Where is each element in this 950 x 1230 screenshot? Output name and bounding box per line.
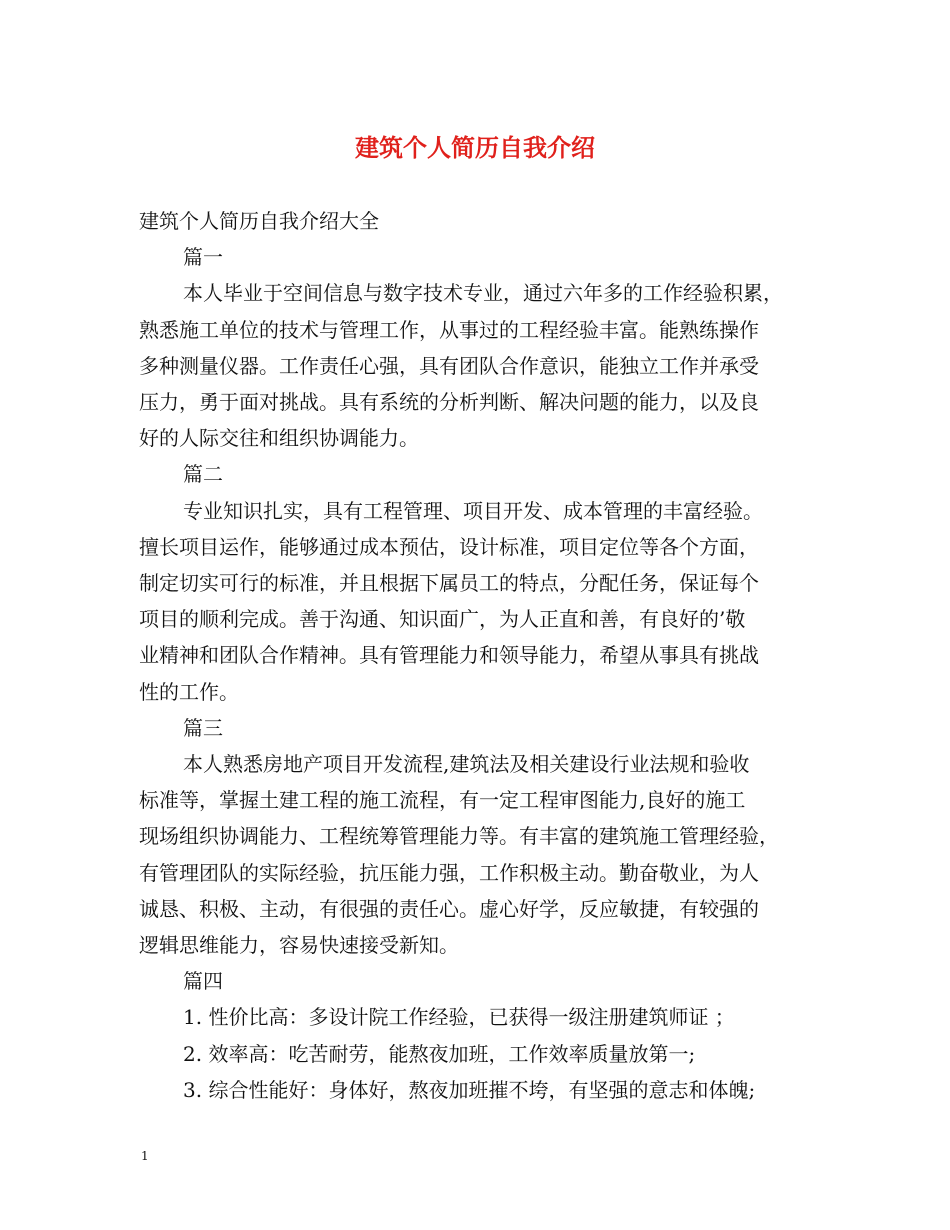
paragraph-line: 专业知识扎实，具有工程管理、项目开发、成本管理的丰富经验。 [183,498,763,523]
section-heading: 篇一 [183,245,223,270]
paragraph-line: 本人熟悉房地产项目开发流程,建筑法及相关建设行业法规和验收 [183,752,750,777]
paragraph-line: 压力，勇于面对挑战。具有系统的分析判断、解决问题的能力，以及良 [139,390,759,415]
paragraph-line: 有管理团队的实际经验，抗压能力强，工作积极主动。勤奋敬业，为人 [139,860,759,885]
page-number: 1 [141,1149,149,1163]
document-subtitle: 建筑个人简历自我介绍大全 [139,209,379,233]
list-item: 2. 效率高：吃苦耐劳，能熬夜加班，工作效率质量放第一; [183,1041,696,1066]
section-paragraph [139,275,829,456]
document-body [139,203,829,1108]
section-paragraph [139,493,829,710]
paragraph-line: 业精神和团队合作精神。具有管理能力和领导能力，希望从事具有挑战 [139,643,759,668]
paragraph-line: 现场组织协调能力、工程统筹管理能力等。有丰富的建筑施工管理经验， [139,824,779,849]
paragraph-line: 好的人际交往和组织协调能力。 [139,426,419,451]
paragraph-line: 制定切实可行的标准，并且根据下属员工的特点，分配任务，保证每个 [139,571,759,596]
paragraph-line: 熟悉施工单位的技术与管理工作，从事过的工程经验丰富。能熟练操作 [139,317,759,342]
section-heading: 篇三 [183,715,223,740]
paragraph-line: 擅长项目运作，能够通过成本预估，设计标准，项目定位等各个方面， [139,534,759,559]
numbered-list [139,999,829,1108]
paragraph-line: 逻辑思维能力，容易快速接受新知。 [139,933,459,958]
document-title: 建筑个人简历自我介绍 [355,133,595,162]
section-heading: 篇四 [183,969,223,994]
list-item: 3. 综合性能好：身体好，熬夜加班摧不垮，有坚强的意志和体魄; [183,1077,756,1102]
paragraph-line: 诚恳、积极、主动，有很强的责任心。虚心好学，反应敏捷，有较强的 [139,896,759,921]
paragraph-line: 项目的顺利完成。善于沟通、知识面广，为人正直和善，有良好的’敬 [139,607,746,632]
paragraph-line: 本人毕业于空间信息与数字技术专业，通过六年多的工作经验积累， [183,281,783,306]
paragraph-line: 性的工作。 [139,679,239,704]
paragraph-line: 标准等，掌握土建工程的施工流程，有一定工程审图能力,良好的施工 [139,788,746,813]
section-paragraph [139,746,829,963]
list-item: 1. 性价比高：多设计院工作经验，已获得一级注册建筑师证 ； [183,1005,735,1030]
section-heading: 篇二 [183,462,223,487]
paragraph-line: 多种测量仪器。工作责任心强，具有团队合作意识，能独立工作并承受 [139,353,759,378]
